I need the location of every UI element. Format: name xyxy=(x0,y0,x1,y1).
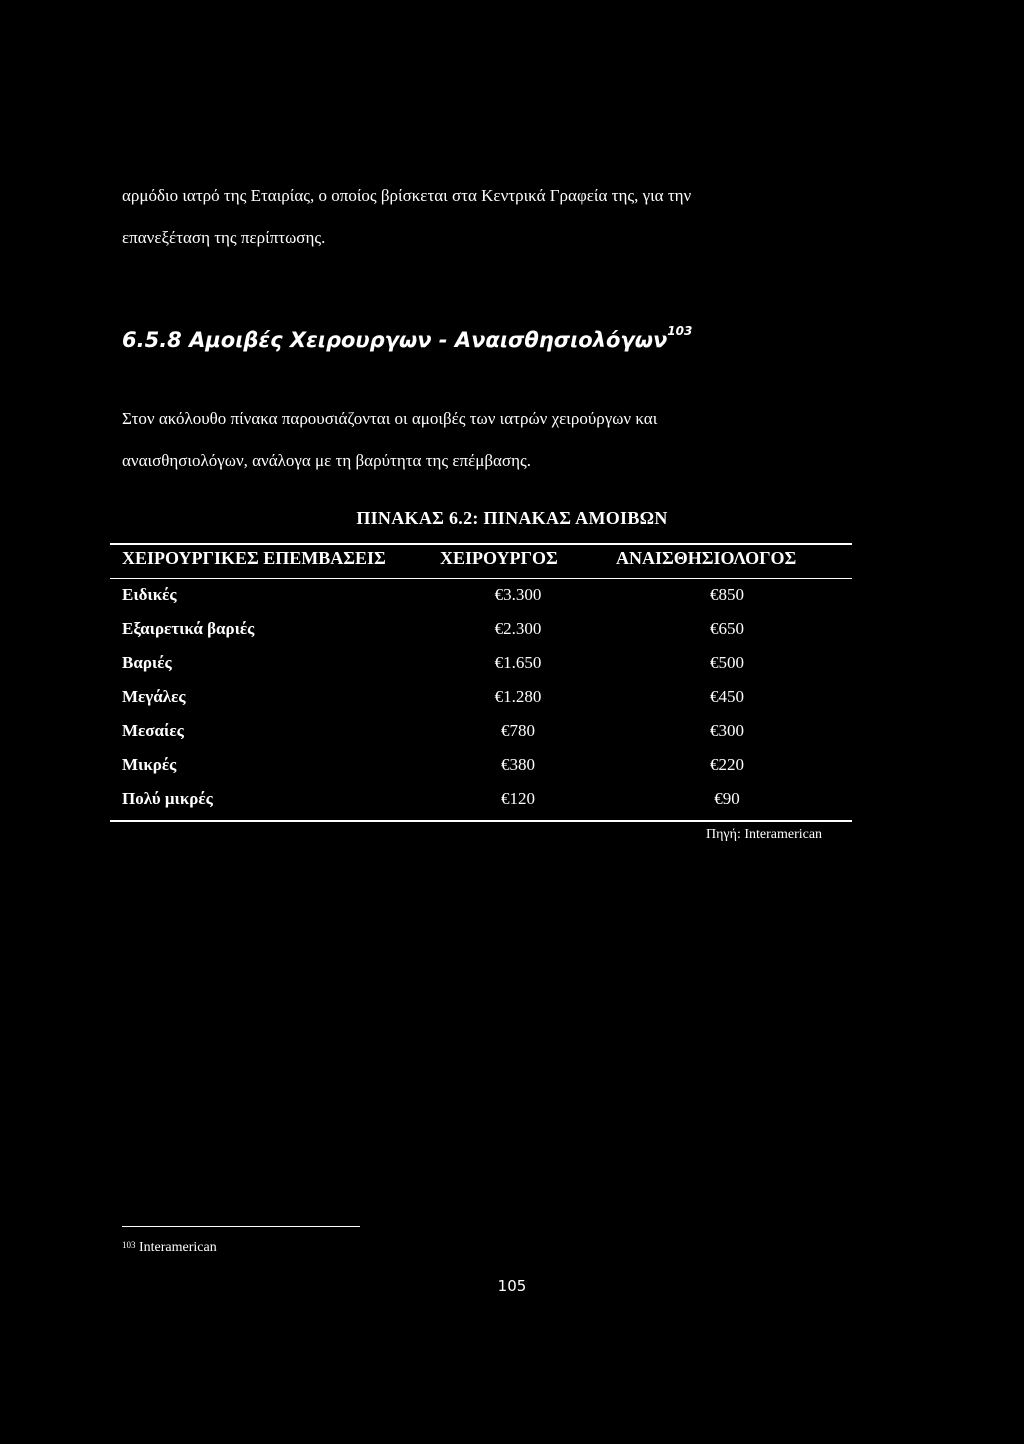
paragraph-1-line-2: επανεξέταση της περίπτωσης. xyxy=(122,228,326,247)
table-cell-anesthesiologist-fee: €300 xyxy=(710,721,744,740)
table-top-rule xyxy=(110,543,852,545)
table-row xyxy=(0,585,1024,609)
table-cell-anesthesiologist-fee: €650 xyxy=(710,619,744,638)
table-cell-surgeon-fee: €380 xyxy=(501,755,535,774)
table-cell-surgeon-fee: €1.650 xyxy=(494,653,542,672)
table-cell-operation: Μικρές xyxy=(122,755,177,774)
table-cell-surgeon-fee: €780 xyxy=(501,721,535,740)
table-row xyxy=(0,755,1024,779)
table-cell-surgeon-fee: €2.300 xyxy=(494,619,542,638)
table-row xyxy=(0,721,1024,745)
section-heading-text: 6.5.8 Αμοιβές Χειρουργων - Αναισθησιολόγων xyxy=(122,328,668,352)
table-cell-anesthesiologist-fee: €500 xyxy=(710,653,744,672)
table-row xyxy=(0,789,1024,813)
table-header-rule xyxy=(110,578,852,579)
table-title: ΠΙΝΑΚΑΣ 6.2: ΠΙΝΑΚΑΣ ΑΜΟΙΒΩΝ xyxy=(356,508,668,528)
table-row xyxy=(0,653,1024,677)
table-header-operations: ΧΕΙΡΟΥΡΓΙΚΕΣ ΕΠΕΜΒΑΣΕΙΣ xyxy=(122,548,386,568)
table-cell-surgeon-fee: €1.280 xyxy=(494,687,542,706)
table-cell-operation: Μεγάλες xyxy=(122,687,186,706)
table-row xyxy=(0,687,1024,711)
paragraph-1-line-1: αρμόδιο ιατρό της Εταιρίας, ο οποίος βρίσκεται στα Κεντρικά Γραφεία της, για την xyxy=(122,186,692,205)
table-bottom-rule xyxy=(110,820,852,822)
footnote-text: Interamerican xyxy=(139,1240,217,1255)
page-number: 105 xyxy=(497,1277,527,1295)
table-cell-operation: Βαριές xyxy=(122,653,172,672)
paragraph-2-line-2: αναισθησιολόγων, ανάλογα με τη βαρύτητα της επέμβασης. xyxy=(122,451,531,470)
table-cell-operation: Ειδικές xyxy=(122,585,177,604)
table-cell-operation: Εξαιρετικά βαριές xyxy=(122,619,255,638)
table-cell-surgeon-fee: €120 xyxy=(501,789,535,808)
table-cell-anesthesiologist-fee: €220 xyxy=(710,755,744,774)
footnote-number: 103 xyxy=(122,1240,136,1250)
table-cell-operation: Μεσαίες xyxy=(122,721,184,740)
table-source: Πηγή: Interamerican xyxy=(706,827,823,842)
table-cell-surgeon-fee: €3.300 xyxy=(494,585,542,604)
heading-footnote-ref: 103 xyxy=(667,324,693,338)
footnote xyxy=(122,1240,217,1256)
footnote-divider xyxy=(122,1226,360,1227)
table-cell-operation: Πολύ μικρές xyxy=(122,789,213,808)
table-cell-anesthesiologist-fee: €90 xyxy=(714,789,740,808)
paragraph-2-line-1: Στον ακόλουθο πίνακα παρουσιάζονται οι αμοιβές των ιατρών χειρούργων και xyxy=(122,409,658,428)
table-cell-anesthesiologist-fee: €450 xyxy=(710,687,744,706)
table-header-anesthesiologist: ΑΝΑΙΣΘΗΣΙΟΛΟΓΟΣ xyxy=(616,548,797,568)
table-cell-anesthesiologist-fee: €850 xyxy=(710,585,744,604)
table-header-surgeon: ΧΕΙΡΟΥΡΓΟΣ xyxy=(440,548,558,568)
table-row xyxy=(0,619,1024,643)
section-heading xyxy=(122,324,693,352)
